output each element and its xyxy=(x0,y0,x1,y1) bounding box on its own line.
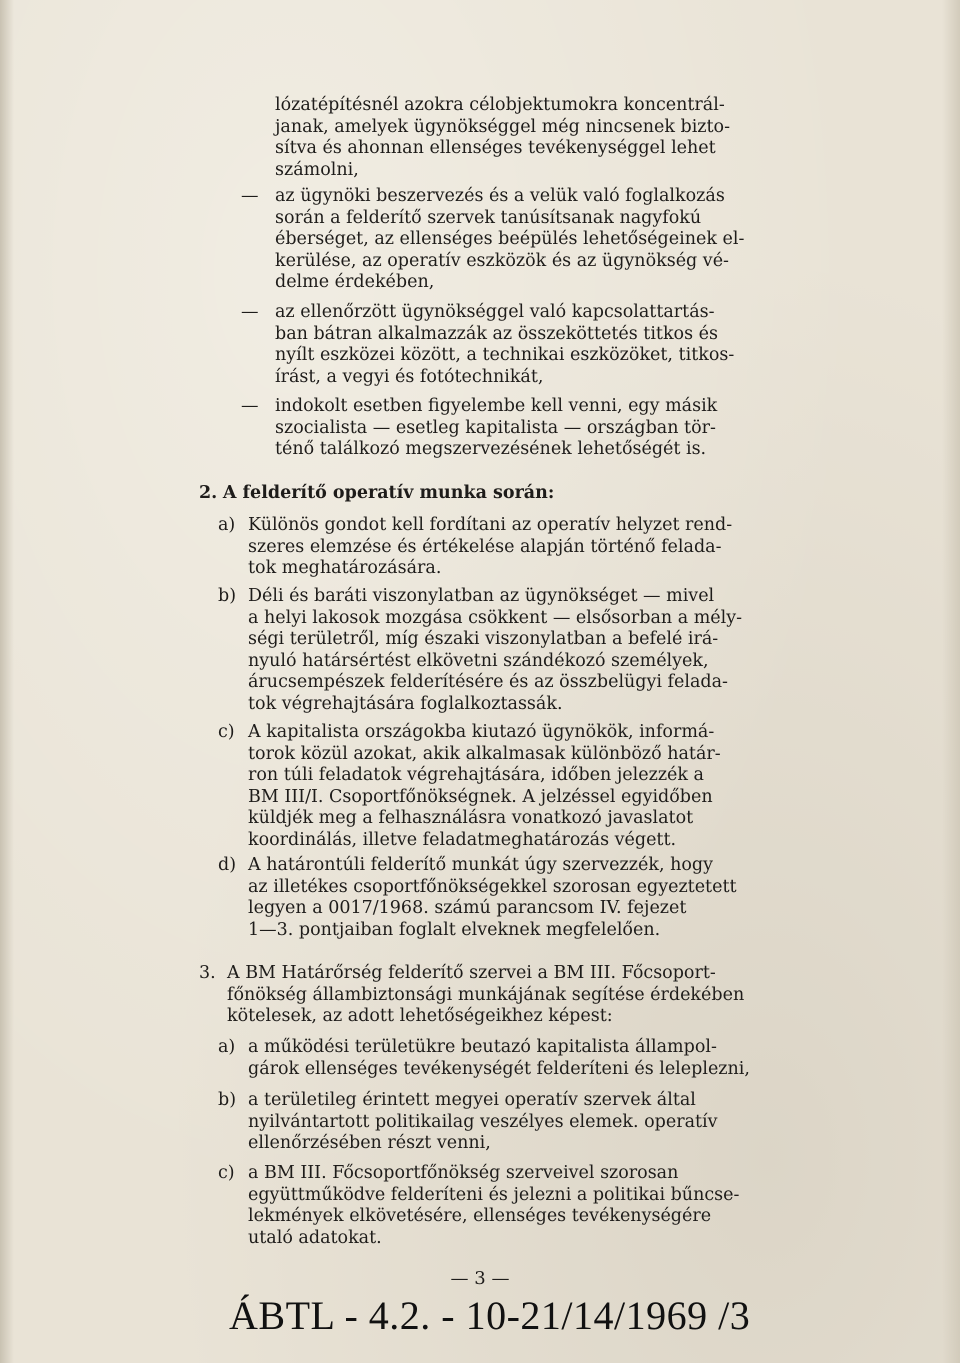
text-line: az ellenőrzött ügynökséggel való kapcsolattartás- xyxy=(275,302,715,322)
text-line: ségi területről, míg északi viszonylatban a befelé irá- xyxy=(248,629,719,650)
text-line: torok közül azokat, akik alkalmasak különböző határ- xyxy=(248,743,721,764)
text-line: a helyi lakosok mozgása csökkent — elsősorban a mély- xyxy=(248,607,743,628)
text-line: Különös gondot kell fordítani az operatív helyzet rend- xyxy=(248,515,733,535)
item-label: a) xyxy=(218,1037,236,1057)
text-line: kötelesek, az adott lehetőségeikhez képest: xyxy=(227,1006,613,1027)
text-line: főnökség állambiztonsági munkájának segítése érdekében xyxy=(227,984,745,1005)
dash-bullet-1 xyxy=(241,186,744,294)
archive-reference-stamp: ÁBTL - 4.2. - 10-21/14/1969 /3 xyxy=(229,1293,751,1338)
text-line: az ügynöki beszervezés és a velük való foglalkozás xyxy=(275,186,725,206)
text-line: során a felderítő szervek tanúsítsanak nagyfokú xyxy=(275,207,702,228)
text-line: ban bátran alkalmazzák az összeköttetés titkos és xyxy=(275,323,718,344)
text-line: lekmények elkövetésére, ellenséges tevékenységére xyxy=(248,1206,712,1227)
page-edge-shadow-left xyxy=(0,0,14,1363)
text-line: Déli és baráti viszonylatban az ügynökséget — mivel xyxy=(248,586,715,606)
text-line: A BM Határőrség felderítő szervei a BM III. Főcsoport- xyxy=(227,963,716,983)
section-3 xyxy=(199,963,744,1028)
text-line: sítva és ahonnan ellenséges tevékenységgel lehet xyxy=(275,138,716,159)
text-line: nyílt eszközei között, a technikai eszközöket, titkos- xyxy=(275,345,735,366)
section-title: A felderítő operatív munka során: xyxy=(222,483,555,503)
text-line: a területileg érintett megyei operatív szervek által xyxy=(248,1090,696,1110)
text-line: 1—3. pontjaiban foglalt elveknek megfelelően. xyxy=(248,919,661,940)
text-line: tok végrehajtására foglalkoztassák. xyxy=(248,693,563,714)
text-line: írást, a vegyi és fotótechnikát, xyxy=(275,366,544,387)
item-2d xyxy=(218,855,737,941)
text-line: indokolt esetben figyelembe kell venni, egy másik xyxy=(275,396,718,416)
section-number: 3. xyxy=(199,963,216,983)
text-line: A határontúli felderítő munkát úgy szervezzék, hogy xyxy=(248,855,713,875)
dash-bullet-3 xyxy=(241,396,717,461)
item-2b xyxy=(218,586,742,716)
item-3c xyxy=(218,1163,739,1249)
text-line: árucsempészek felderítésére és az összbelügyi felada- xyxy=(248,672,728,693)
item-2a xyxy=(218,515,732,580)
text-line: BM III/I. Csoportfőnökségnek. A jelzéssel egyidőben xyxy=(248,786,713,807)
text-line: nyilvántartott politikailag veszélyes elemek. operatív xyxy=(248,1111,718,1132)
text-line: ellenőrzésében részt venni, xyxy=(248,1133,491,1154)
item-3b xyxy=(218,1090,718,1155)
text-line: számolni, xyxy=(275,159,359,180)
item-label: b) xyxy=(218,586,237,606)
text-line: legyen a 0017/1968. számú parancsom IV. fejezet xyxy=(248,898,687,919)
text-line: ténő találkozó megszervezésének lehetőségét is. xyxy=(275,439,707,460)
item-label: d) xyxy=(218,855,237,875)
text-line: A kapitalista országokba kiutazó ügynökök, informá- xyxy=(248,722,715,742)
page-number: — 3 — xyxy=(450,1268,510,1289)
dash-bullet-2 xyxy=(241,302,734,388)
text-line: szocialista — esetleg kapitalista — országban tör- xyxy=(275,417,716,438)
item-label: c) xyxy=(218,1163,235,1183)
intro-paragraph xyxy=(275,95,730,181)
text-line: éberséget, az ellenséges beépülés lehetőségeinek el- xyxy=(275,229,745,250)
dash-mark: — xyxy=(241,302,259,322)
text-line: együttműködve felderíteni és jelezni a politikai bűncse- xyxy=(248,1184,740,1205)
text-line: utaló adatokat. xyxy=(248,1227,382,1248)
dash-mark: — xyxy=(241,396,259,416)
item-label: a) xyxy=(218,515,236,535)
text-line: szeres elemzése és értékelése alapján történő felada- xyxy=(248,536,722,557)
text-line: az illetékes csoportfőnökségekkel szorosan egyeztetett xyxy=(248,876,737,897)
dash-mark: — xyxy=(241,186,259,206)
text-line: a BM III. Főcsoportfőnökség szerveivel szorosan xyxy=(248,1163,679,1183)
item-label: c) xyxy=(218,722,235,742)
text-line: tok meghatározására. xyxy=(248,558,442,579)
text-line: delme érdekében, xyxy=(275,272,435,293)
text-line: a működési területükre beutazó kapitalista állampol- xyxy=(248,1037,717,1057)
text-line: küldjék meg a felhasználásra vonatkozó javaslatot xyxy=(248,808,694,829)
text-line: koordinálás, illetve feladatmeghatározás végett. xyxy=(248,829,677,850)
text-line: lózatépítésnél azokra célobjektumokra koncentrál- xyxy=(275,95,725,115)
text-line: nyuló határsértést elkövetni szándékozó személyek, xyxy=(248,650,709,671)
text-line: gárok ellenséges tevékenységét felderíteni és leleplezni, xyxy=(248,1058,750,1079)
item-label: b) xyxy=(218,1090,237,1110)
text-line: janak, amelyek ügynökséggel még nincsenek bizto- xyxy=(275,116,730,137)
text-line: ron túli feladatok végrehajtására, időben jelezzék a xyxy=(248,765,704,786)
section-2-heading xyxy=(199,483,554,505)
page-edge-shadow-right xyxy=(942,0,960,1363)
item-2c xyxy=(218,722,721,852)
section-number: 2. xyxy=(199,483,218,503)
item-3a xyxy=(218,1037,750,1080)
text-line: kerülése, az operatív eszközök és az ügynökség vé- xyxy=(275,250,729,271)
